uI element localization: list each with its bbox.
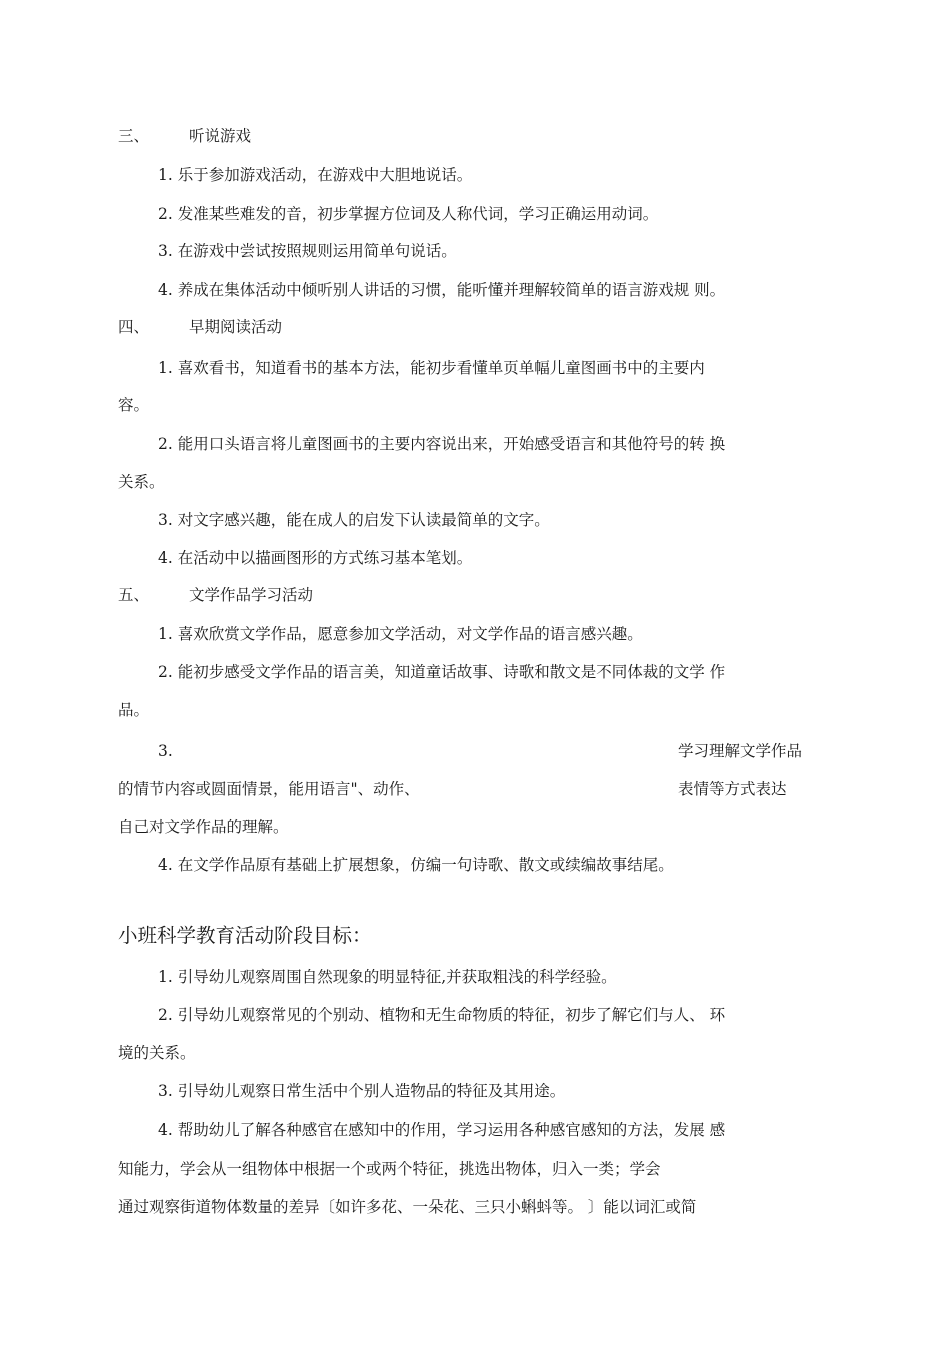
paragraph-line: 2. 发准某些难发的音，初步掌握方位词及人称代词，学习正确运用动词。 — [158, 205, 659, 223]
paragraph-line: 1. 乐于参加游戏活动，在游戏中大胆地说话。 — [158, 166, 473, 184]
paragraph-line: 通过观察街道物体数量的差异〔如许多花、一朵花、三只小蝌蚪等。 〕能以词汇或简 — [118, 1198, 697, 1216]
paragraph-line: 关系。 — [118, 473, 165, 491]
section-number: 四、 — [118, 318, 150, 336]
paragraph-line: 4. 帮助幼儿了解各种感官在感知中的作用，学习运用各种感官感知的方法，发展 感 — [158, 1121, 726, 1139]
section-number: 五、 — [118, 586, 150, 604]
section-title: 听说游戏 — [189, 127, 252, 145]
section-title: 文学作品学习活动 — [189, 586, 314, 604]
paragraph-line: 自己对文学作品的理解。 — [118, 818, 289, 836]
paragraph-line: 知能力，学会从一组物体中根据一个或两个特征，挑选出物体，归入一类；学会 — [118, 1160, 661, 1178]
paragraph-line: 3. 引导幼儿观察日常生活中个别人造物品的特征及其用途。 — [158, 1082, 566, 1100]
paragraph-fragment: 学习理解文学作品 — [678, 742, 803, 760]
paragraph-line: 4. 在活动中以描画图形的方式练习基本笔划。 — [158, 549, 473, 567]
paragraph-line: 3. 在游戏中尝试按照规则运用简单句说话。 — [158, 242, 457, 260]
paragraph-line: 2. 引导幼儿观察常见的个别动、植物和无生命物质的特征，初步了解它们与人、 环 — [158, 1006, 726, 1024]
paragraph-fragment: 表情等方式表达 — [678, 780, 787, 798]
paragraph-line: 2. 能初步感受文学作品的语言美，知道童话故事、诗歌和散文是不同体裁的文学 作 — [158, 663, 726, 681]
paragraph-line: 1. 喜欢欣赏文学作品，愿意参加文学活动，对文学作品的语言感兴趣。 — [158, 625, 643, 643]
section-title: 早期阅读活动 — [189, 318, 283, 336]
paragraph-line: 2. 能用口头语言将儿童图画书的主要内容说出来，开始感受语言和其他符号的转 换 — [158, 435, 726, 453]
paragraph-line: 境的关系。 — [118, 1044, 196, 1062]
paragraph-line: 4. 养成在集体活动中倾听别人讲话的习惯，能听懂并理解较简单的语言游戏规 则。 — [158, 281, 726, 299]
paragraph-line: 容。 — [118, 396, 150, 414]
paragraph-line: 4. 在文学作品原有基础上扩展想象，仿编一句诗歌、散文或续编故事结尾。 — [158, 856, 674, 874]
paragraph-line: 1. 喜欢看书，知道看书的基本方法，能初步看懂单页单幅儿童图画书中的主要内 — [158, 359, 705, 377]
science-heading: 小班科学教育活动阶段目标： — [118, 924, 372, 947]
item-number: 3. — [158, 742, 173, 760]
paragraph-line: 品。 — [118, 701, 150, 719]
section-number: 三、 — [118, 127, 150, 145]
paragraph-line: 3. 对文字感兴趣，能在成人的启发下认读最简单的文字。 — [158, 511, 550, 529]
paragraph-fragment: 的情节内容或圆面情景，能用语言"、动作、 — [118, 780, 420, 798]
paragraph-line: 1. 引导幼儿观察周围自然现象的明显特征,并获取粗浅的科学经验。 — [158, 968, 617, 986]
